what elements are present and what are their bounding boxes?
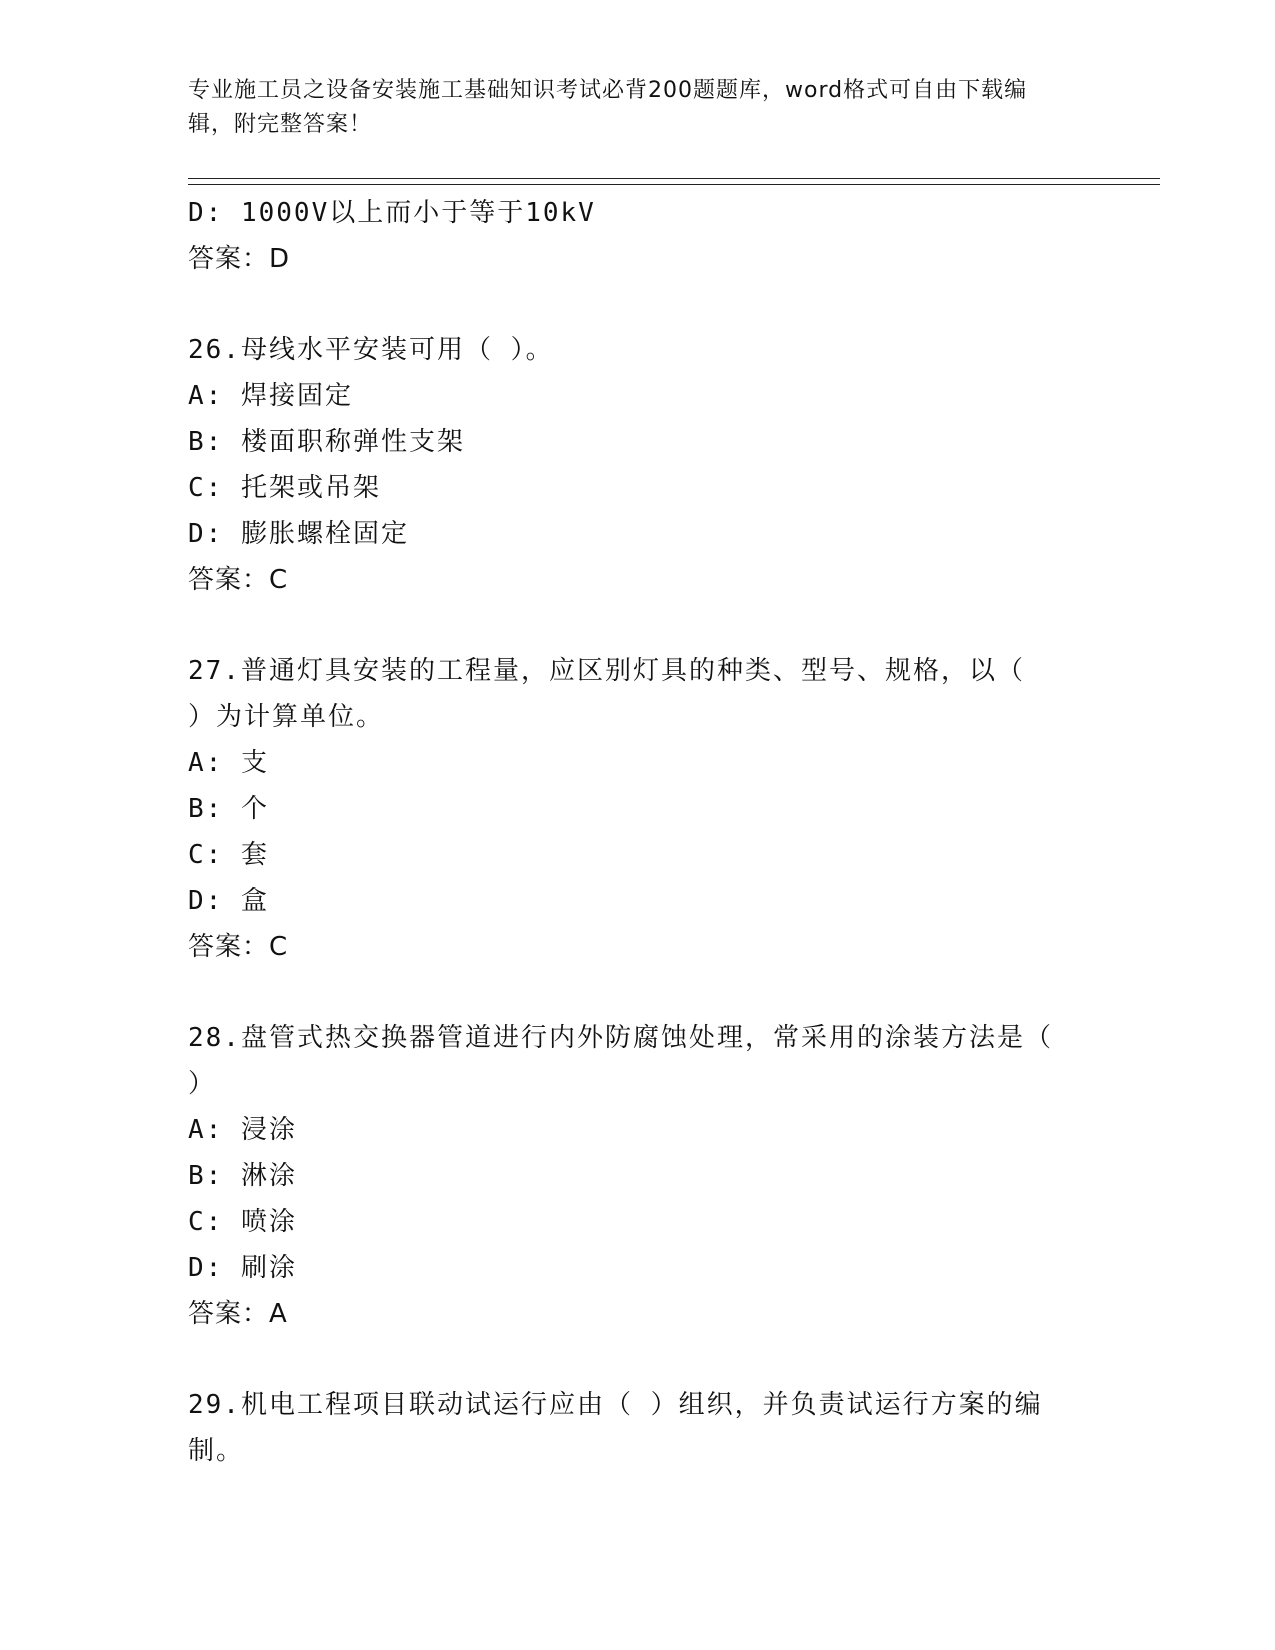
spacer (188, 603, 1088, 648)
spacer (188, 282, 1088, 327)
question-26 (188, 327, 1088, 603)
question-27-option-b: B: 个 (188, 794, 269, 824)
question-26-option-d: D: 膨胀螺栓固定 (188, 519, 409, 549)
document-header-title: 专业施工员之设备安装施工基础知识考试必背200题题库，word格式可自由下载编辑，附完整答案！ (188, 78, 1028, 137)
question-28-option-c: C: 喷涂 (188, 1207, 297, 1237)
question-26-answer: 答案：C (188, 565, 289, 595)
question-content (188, 190, 1088, 1474)
question-29 (188, 1382, 1088, 1474)
question-27-stem-line-1: 27.普通灯具安装的工程量，应区别灯具的种类、型号、规格，以（ (188, 656, 1025, 686)
question-26-stem: 26.母线水平安装可用（ ）。 (188, 335, 554, 365)
question-27-option-a: A: 支 (188, 748, 269, 778)
question-27 (188, 648, 1088, 970)
question-28-option-a: A: 浸涂 (188, 1115, 297, 1145)
question-27-answer: 答案：C (188, 932, 289, 962)
question-26-option-a: A: 焊接固定 (188, 381, 353, 411)
previous-option-d: D: 1000V以上而小于等于10kV (188, 198, 596, 228)
question-27-option-c: C: 套 (188, 840, 269, 870)
question-27-stem-line-2: ）为计算单位。 (188, 702, 385, 732)
question-28-option-b: B: 淋涂 (188, 1161, 297, 1191)
question-29-stem-line-1: 29.机电工程项目联动试运行应由（ ）组织，并负责试运行方案的编 (188, 1390, 1043, 1420)
previous-answer: 答案：D (188, 244, 291, 274)
spacer (188, 970, 1088, 1015)
question-28 (188, 1015, 1088, 1337)
question-28-stem-line-2: ） (188, 1069, 217, 1099)
question-26-option-b: B: 楼面职称弹性支架 (188, 427, 465, 457)
question-28-option-d: D: 刷涂 (188, 1253, 297, 1283)
question-26-option-c: C: 托架或吊架 (188, 473, 381, 503)
spacer (188, 1337, 1088, 1382)
header-divider-bottom (188, 184, 1160, 185)
question-27-option-d: D: 盒 (188, 886, 269, 916)
header-divider-top (188, 178, 1160, 179)
question-28-stem-line-1: 28.盘管式热交换器管道进行内外防腐蚀处理，常采用的涂装方法是（ (188, 1023, 1053, 1053)
question-29-stem-line-2: 制。 (188, 1436, 245, 1466)
question-28-answer: 答案：A (188, 1299, 288, 1329)
